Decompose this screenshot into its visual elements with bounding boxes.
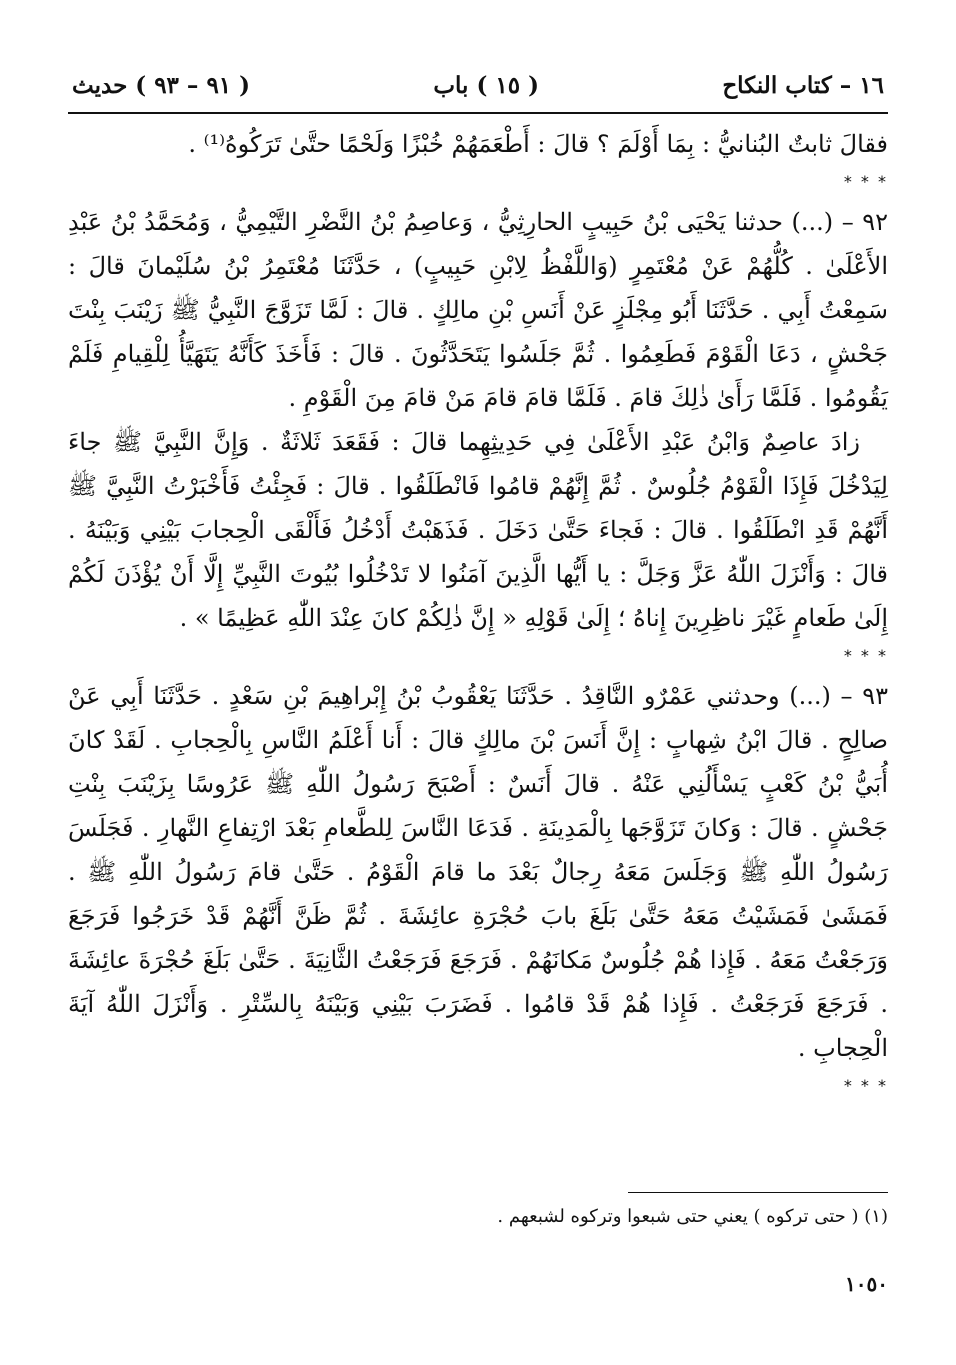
section-separator: * * * — [843, 646, 888, 665]
hadith-92: ٩٢ – (...) حدثنا يَحْيَى بْنُ حَبِيبٍ الحارِثِيُّ ، وَعاصِمُ بْنُ النَّضْرِ التَّيْمِيُّ ، وَمُحَمَّدُ بْنُ عَبْدِ الأَعْلَىٰ . كُلُّهُمْ عَنْ مُعْتَمِرٍ (وَاللَّفْظُ لِابْنِ حَبِيبٍ) ، حَدَّثَنَا مُعْتَمِرُ بْنُ سُلَيْمانَ قالَ : سَمِعْتُ أَبِي . حَدَّثَنَا أَبُو مِجْلَزٍ عَنْ أَنَسِ بْنِ مالِكٍ . قالَ : لَمَّا تَزَوَّجَ النَّبِيُّ ﷺ زَيْنَبَ بِنْتَ جَحْشٍ ، دَعَا الْقَوْمَ فَطَعِمُوا . ثُمَّ جَلَسُوا يَتَحَدَّثُونَ . قالَ : فَأَخَذَ كَأَنَّهُ يَتَهَيَّأُ لِلْقِيامِ فَلَمْ يَقُومُوا . فَلَمَّا رَأَىٰ ذٰلِكَ قامَ . فَلَمَّا قامَ قامَ مَنْ قامَ مِنَ الْقَوْمِ . — [68, 208, 888, 412]
hadith-93: ٩٣ – (...) وحدثني عَمْرٌو النَّاقِدُ . حَدَّثَنَا يَعْقُوبُ بْنُ إِبْراهِيمَ بْنِ سَعْدٍ . حَدَّثَنَا أَبِي عَنْ صالِحٍ . قالَ ابْنُ شِهابٍ : إِنَّ أَنَسَ بْنَ مالِكٍ قالَ : أَنا أَعْلَمُ النَّاسِ بِالْحِجابِ . لَقَدْ كانَ أُبَيُّ بْنُ كَعْبٍ يَسْأَلُنِي عَنْهُ . قالَ أَنَسٌ : أَصْبَحَ رَسُولُ اللّٰهِ ﷺ عَرُوسًا بِزَيْنَبَ بِنْتِ جَحْشٍ . قالَ : وَكانَ تَزَوَّجَها بِالْمَدِينَةِ . فَدَعَا النَّاسَ لِلطَّعامِ بَعْدَ ارْتِفاعِ النَّهارِ . فَجَلَسَ رَسُولُ اللّٰهِ ﷺ وَجَلَسَ مَعَهُ رِجالٌ بَعْدَ ما قامَ الْقَوْمُ . حَتَّىٰ قامَ رَسُولُ اللّٰهِ ﷺ . فَمَشَىٰ فَمَشَيْتُ مَعَهُ حَتَّىٰ بَلَغَ بابَ حُجْرَةِ عائِشَةَ . ثُمَّ ظَنَّ أَنَّهُمْ قَدْ خَرَجُوا فَرَجَعَ وَرَجَعْتُ مَعَهُ . فَإِذا هُمْ جُلُوسٌ مَكانَهُمْ . فَرَجَعَ فَرَجَعْتُ الثَّانِيَةَ . حَتَّىٰ بَلَغَ حُجْرَةَ عائِشَةَ . فَرَجَعَ فَرَجَعْتُ . فَإِذا هُمْ قَدْ قامُوا . فَضَرَبَ بَيْنِي وَبَيْنَهُ بِالسِّتْرِ . وَأَنْزَلَ اللّٰهُ آيَةَ الْحِجابِ . — [68, 682, 888, 1062]
footnote-rule — [628, 1192, 888, 1193]
paragraph-intro: فقالَ ثابتٌ البُنانيُّ : بِمَا أَوْلَمَ ؟ قالَ : أَطْعَمَهُمْ خُبْزًا وَلَحْمًا حتَّىٰ تَرَكُوهُ⁽¹⁾ . — [188, 130, 888, 158]
footnote: (١) ( حتى تركوه ) يعني حتى شبعوا وتركوه لشبعهم . — [497, 1206, 888, 1227]
running-header — [68, 72, 888, 114]
hadith-92-addition: زادَ عاصِمٌ وَابْنُ عَبْدِ الأَعْلَىٰ فِي حَدِيثِهِما قالَ : فَقَعَدَ ثَلاثَةٌ . وَإِنَّ النَّبِيَّ ﷺ جاءَ لِيَدْخُلَ فَإِذَا الْقَوْمُ جُلُوسٌ . ثُمَّ إِنَّهُمْ قامُوا فَانْطَلَقُوا . قالَ : فَجِئْتُ فَأَخْبَرْتُ النَّبِيَّ ﷺ أَنَّهُمْ قَدِ انْطَلَقُوا . قالَ : فَجاءَ حَتَّىٰ دَخَلَ . فَذَهَبْتُ أَدْخُلُ فَأَلْقَى الْحِجابَ بَيْنِي وَبَيْنَهُ . قالَ : وَأَنْزَلَ اللّٰهُ عَزَّ وَجَلَّ : يا أَيُّها الَّذِينَ آمَنُوا لا تَدْخُلُوا بُيُوتَ النَّبِيِّ إِلَّا أَنْ يُؤْذَنَ لَكُمْ إِلَىٰ طَعامٍ غَيْرَ ناظِرِينَ إِناهُ ؛ إِلَىٰ قَوْلِهِ « إِنَّ ذٰلِكُمْ كانَ عِنْدَ اللّٰهِ عَظِيمًا » . — [68, 428, 888, 632]
main-text — [68, 122, 888, 1098]
header-book-title: ١٦ – كتاب النكاح — [722, 72, 884, 99]
header-chapter: ( ١٥ ) باب — [433, 72, 539, 99]
page-number: ١٠٥٠ — [845, 1272, 888, 1296]
section-separator: * * * — [843, 172, 888, 191]
book-page — [68, 72, 888, 1345]
header-hadith-range: ( ٩١ – ٩٣ ) حديث — [72, 72, 251, 99]
section-separator: * * * — [843, 1076, 888, 1095]
